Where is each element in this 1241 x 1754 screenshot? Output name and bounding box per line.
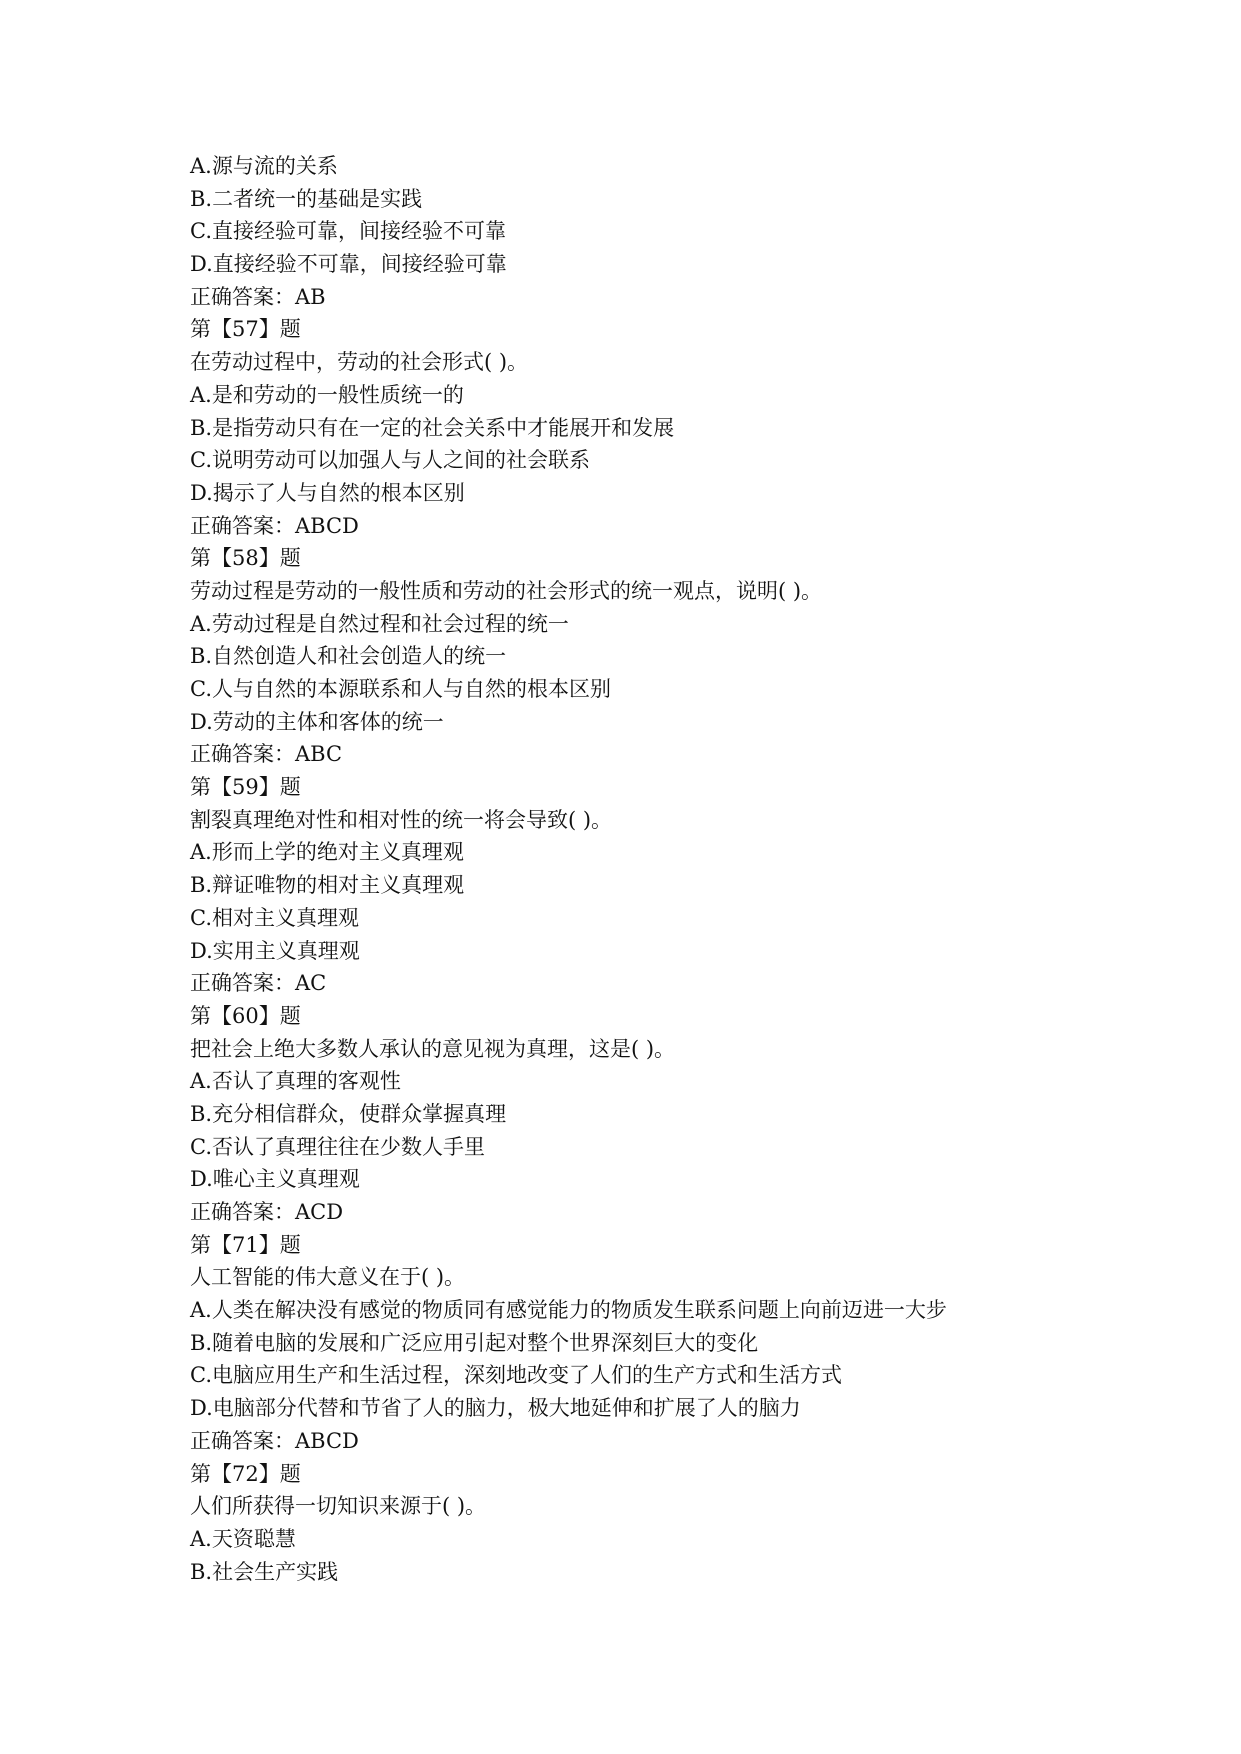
option-line: A.劳动过程是自然过程和社会过程的统一 <box>190 611 569 636</box>
answer-line: 正确答案：ABCD <box>190 1428 359 1453</box>
question-text: 把社会上绝大多数人承认的意见视为真理，这是( )。 <box>190 1036 676 1061</box>
question-number: 第【60】题 <box>190 1003 301 1028</box>
option-line: B.充分相信群众，使群众掌握真理 <box>190 1101 507 1126</box>
answer-line: 正确答案：AB <box>190 284 326 309</box>
option-line: C.否认了真理往往在少数人手里 <box>190 1134 485 1159</box>
option-line: A.否认了真理的客观性 <box>190 1069 401 1094</box>
question-text: 在劳动过程中，劳动的社会形式( )。 <box>190 350 529 375</box>
option-line: B.二者统一的基础是实践 <box>190 186 423 211</box>
option-line: C.直接经验可靠，间接经验不可靠 <box>190 219 506 244</box>
option-line: B.辩证唯物的相对主义真理观 <box>190 873 465 898</box>
document-page <box>190 150 1190 1588</box>
question-text: 割裂真理绝对性和相对性的统一将会导致( )。 <box>190 807 613 832</box>
option-line: B.是指劳动只有在一定的社会关系中才能展开和发展 <box>190 415 675 440</box>
option-line: D.揭示了人与自然的根本区别 <box>190 480 465 505</box>
option-line: D.劳动的主体和客体的统一 <box>190 709 444 734</box>
option-line: C.说明劳动可以加强人与人之间的社会联系 <box>190 448 590 473</box>
question-text: 人工智能的伟大意义在于( )。 <box>190 1265 466 1290</box>
question-text: 劳动过程是劳动的一般性质和劳动的社会形式的统一观点，说明( )。 <box>190 578 823 603</box>
option-line: D.直接经验不可靠，间接经验可靠 <box>190 252 507 277</box>
question-number: 第【59】题 <box>190 775 301 800</box>
question-number: 第【58】题 <box>190 546 301 571</box>
option-line: D.唯心主义真理观 <box>190 1167 360 1192</box>
option-line: C.人与自然的本源联系和人与自然的根本区别 <box>190 677 611 701</box>
option-line: A.天资聪慧 <box>190 1526 296 1551</box>
option-line: A.是和劳动的一般性质统一的 <box>190 382 464 407</box>
option-line: C.电脑应用生产和生活过程，深刻地改变了人们的生产方式和生活方式 <box>190 1363 842 1388</box>
question-text: 人们所获得一切知识来源于( )。 <box>190 1494 487 1519</box>
answer-line: 正确答案：ACD <box>190 1200 344 1224</box>
option-line: B.自然创造人和社会创造人的统一 <box>190 644 507 669</box>
option-line: D.实用主义真理观 <box>190 938 360 963</box>
question-number: 第【72】题 <box>190 1461 301 1486</box>
option-line: A.形而上学的绝对主义真理观 <box>190 840 464 865</box>
option-line: A.人类在解决没有感觉的物质同有感觉能力的物质发生联系问题上向前迈进一大步 <box>190 1298 947 1323</box>
question-number: 第【57】题 <box>190 317 301 342</box>
option-line: C.相对主义真理观 <box>190 905 359 930</box>
option-line: B.社会生产实践 <box>190 1559 339 1584</box>
answer-line: 正确答案：ABCD <box>190 513 359 538</box>
option-line: D.电脑部分代替和节省了人的脑力，极大地延伸和扩展了人的脑力 <box>190 1396 801 1421</box>
option-line: A.源与流的关系 <box>190 154 338 178</box>
question-number: 第【71】题 <box>190 1232 301 1257</box>
answer-line: 正确答案：AC <box>190 971 327 996</box>
answer-line: 正确答案：ABC <box>190 742 343 767</box>
option-line: B.随着电脑的发展和广泛应用引起对整个世界深刻巨大的变化 <box>190 1330 759 1355</box>
